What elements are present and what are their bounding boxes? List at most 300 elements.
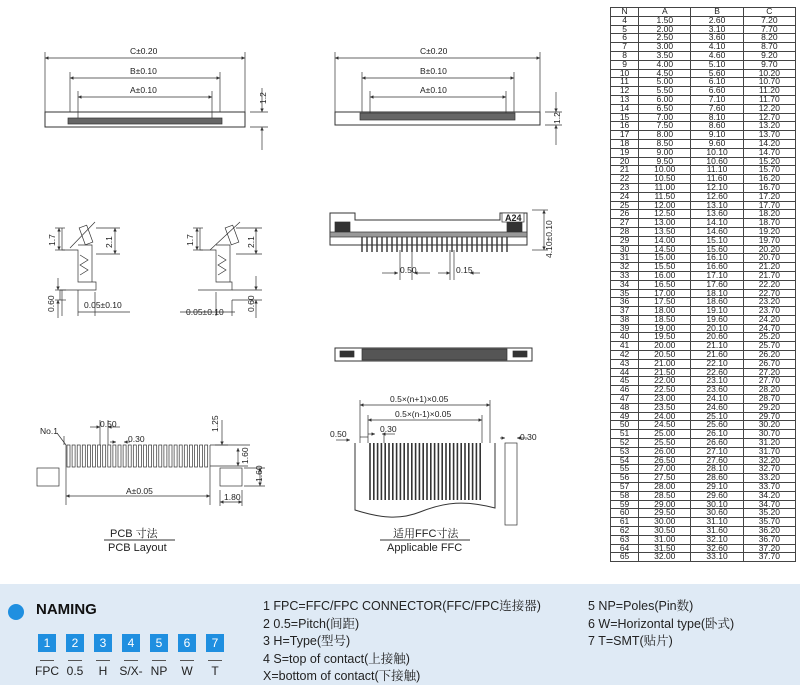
code-box-6: 6 bbox=[178, 634, 196, 652]
table-cell: 17.20 bbox=[743, 192, 795, 201]
code-box-4: 4 bbox=[122, 634, 140, 652]
table-cell: 20.60 bbox=[691, 333, 743, 342]
table-cell: 10.00 bbox=[639, 166, 691, 175]
table-cell: 19.50 bbox=[639, 333, 691, 342]
code-box-1: 1 bbox=[38, 634, 56, 652]
table-cell: 20.00 bbox=[639, 342, 691, 351]
table-cell: 62 bbox=[611, 527, 639, 536]
table-cell: 30.70 bbox=[743, 430, 795, 439]
table-cell: 17.70 bbox=[743, 201, 795, 210]
pcb-pad bbox=[123, 445, 126, 467]
table-cell: 22.00 bbox=[639, 377, 691, 386]
table-cell: 20.10 bbox=[691, 324, 743, 333]
table-cell: 36.20 bbox=[743, 527, 795, 536]
table-cell: 28.50 bbox=[639, 491, 691, 500]
table-cell: 5.00 bbox=[639, 78, 691, 87]
naming-title: NAMING bbox=[36, 601, 97, 618]
table-cell: 13.20 bbox=[743, 122, 795, 131]
table-cell: 11.60 bbox=[691, 175, 743, 184]
table-cell: 35 bbox=[611, 289, 639, 298]
table-cell: 4.00 bbox=[639, 60, 691, 69]
code-underline bbox=[208, 660, 222, 661]
pcb-pad bbox=[200, 445, 203, 467]
table-cell: 21 bbox=[611, 166, 639, 175]
table-cell: 8.10 bbox=[691, 113, 743, 122]
table-cell: 32.70 bbox=[743, 465, 795, 474]
desc-4: 4 S=top of contact(上接触) bbox=[263, 652, 410, 666]
table-cell: 11.70 bbox=[743, 95, 795, 104]
pcb-title-cn: PCB 寸法 bbox=[110, 528, 158, 540]
table-cell: 27 bbox=[611, 219, 639, 228]
pcb-pads bbox=[67, 445, 208, 467]
ffc-050: 0.50 bbox=[330, 429, 347, 439]
pcb-pad bbox=[93, 445, 96, 467]
table-cell: 29.20 bbox=[743, 403, 795, 412]
table-cell: 30.10 bbox=[691, 500, 743, 509]
table-cell: 14.10 bbox=[691, 219, 743, 228]
table-cell: 27.00 bbox=[639, 465, 691, 474]
table-cell: 28 bbox=[611, 227, 639, 236]
table-cell: 4.10 bbox=[691, 43, 743, 52]
table-cell: 2.60 bbox=[691, 16, 743, 25]
table-cell: 12.00 bbox=[639, 201, 691, 210]
desc-6: 6 W=Horizontal type(卧式) bbox=[588, 617, 735, 631]
table-cell: 14.20 bbox=[743, 139, 795, 148]
ffc-n-minus-1: 0.5×(n-1)×0.05 bbox=[395, 409, 452, 419]
ffc-conductors bbox=[370, 443, 480, 500]
table-cell: 28.10 bbox=[691, 465, 743, 474]
table-cell: 8.20 bbox=[743, 34, 795, 43]
table-cell: 10.50 bbox=[639, 175, 691, 184]
code-label-5: NP bbox=[150, 664, 168, 678]
table-cell: 14.70 bbox=[743, 148, 795, 157]
table-cell: 32.00 bbox=[639, 553, 691, 562]
table-cell: 22 bbox=[611, 175, 639, 184]
table-cell: 5.50 bbox=[639, 87, 691, 96]
table-cell: 18.60 bbox=[691, 298, 743, 307]
table-cell: 15.20 bbox=[743, 157, 795, 166]
table-cell: 57 bbox=[611, 483, 639, 492]
table-cell: 4 bbox=[611, 16, 639, 25]
table-cell: 27.60 bbox=[691, 456, 743, 465]
table-cell: 41 bbox=[611, 342, 639, 351]
table-cell: 24.20 bbox=[743, 315, 795, 324]
table-cell: 16 bbox=[611, 122, 639, 131]
table-cell: 6.50 bbox=[639, 104, 691, 113]
table-cell: 9.50 bbox=[639, 157, 691, 166]
table-cell: 23.70 bbox=[743, 307, 795, 316]
table-cell: 37.70 bbox=[743, 553, 795, 562]
table-cell: 4.50 bbox=[639, 69, 691, 78]
pcb-pad bbox=[195, 445, 198, 467]
desc-3: 3 H=Type(型号) bbox=[263, 634, 351, 648]
table-cell: 18.10 bbox=[691, 289, 743, 298]
table-cell: 26.00 bbox=[639, 447, 691, 456]
pcb-pad bbox=[174, 445, 177, 467]
table-cell: 8.60 bbox=[691, 122, 743, 131]
table-cell: 17.50 bbox=[639, 298, 691, 307]
table-cell: 31.00 bbox=[639, 535, 691, 544]
pcb-030: 0.30 bbox=[128, 434, 145, 444]
table-cell: 58 bbox=[611, 491, 639, 500]
table-cell: 38 bbox=[611, 315, 639, 324]
table-cell: 31.50 bbox=[639, 544, 691, 553]
side-1-dim-21: 2.1 bbox=[104, 236, 114, 248]
code-underline bbox=[180, 660, 194, 661]
table-cell: 11 bbox=[611, 78, 639, 87]
table-cell: 3.50 bbox=[639, 51, 691, 60]
table-cell: 10.60 bbox=[691, 157, 743, 166]
pcb-pad bbox=[87, 445, 90, 467]
table-cell: 19 bbox=[611, 148, 639, 157]
table-cell: 11.20 bbox=[743, 87, 795, 96]
applicable-ffc bbox=[336, 400, 528, 540]
b-dimension-right: B±0.10 bbox=[420, 66, 447, 76]
table-cell: 2.00 bbox=[639, 25, 691, 34]
table-cell: 22.50 bbox=[639, 386, 691, 395]
table-cell: 15 bbox=[611, 113, 639, 122]
table-cell: 10 bbox=[611, 69, 639, 78]
table-cell: 30.60 bbox=[691, 509, 743, 518]
table-cell: 22.10 bbox=[691, 359, 743, 368]
code-box-3: 3 bbox=[94, 634, 112, 652]
table-cell: 21.20 bbox=[743, 263, 795, 272]
pcb-pad bbox=[184, 445, 187, 467]
a24-label: A24 bbox=[505, 213, 522, 223]
table-cell: 39 bbox=[611, 324, 639, 333]
front-view-right bbox=[335, 52, 562, 145]
pcb-title-en: PCB Layout bbox=[108, 542, 167, 554]
table-cell: 34.20 bbox=[743, 491, 795, 500]
table-cell: 6 bbox=[611, 34, 639, 43]
table-cell: 12.10 bbox=[691, 183, 743, 192]
table-cell: 35.70 bbox=[743, 518, 795, 527]
table-cell: 2.50 bbox=[639, 34, 691, 43]
ffc-030a: 0.30 bbox=[380, 424, 397, 434]
table-cell: 16.60 bbox=[691, 263, 743, 272]
height-dimension: 1.2 bbox=[258, 92, 268, 104]
table-cell: 27.50 bbox=[639, 474, 691, 483]
pcb-180: 1.80 bbox=[224, 492, 241, 502]
table-cell: 7.50 bbox=[639, 122, 691, 131]
table-cell: 49 bbox=[611, 412, 639, 421]
table-cell: 29.50 bbox=[639, 509, 691, 518]
table-cell: 12.20 bbox=[743, 104, 795, 113]
table-cell: 26 bbox=[611, 210, 639, 219]
a-dimension: A±0.10 bbox=[130, 85, 157, 95]
table-cell: 18.00 bbox=[639, 307, 691, 316]
pcb-pad bbox=[169, 445, 172, 467]
table-cell: 9.20 bbox=[743, 51, 795, 60]
table-cell: 26.60 bbox=[691, 439, 743, 448]
table-cell: 7.20 bbox=[743, 16, 795, 25]
table-cell: 32.60 bbox=[691, 544, 743, 553]
table-cell: 25.60 bbox=[691, 421, 743, 430]
height-410: 4.10±0.10 bbox=[544, 220, 554, 258]
table-cell: 54 bbox=[611, 456, 639, 465]
table-cell: 32.10 bbox=[691, 535, 743, 544]
desc-2: 2 0.5=Pitch(间距) bbox=[263, 617, 360, 631]
table-cell: 18.70 bbox=[743, 219, 795, 228]
table-cell: 13.70 bbox=[743, 131, 795, 140]
table-cell: 10.20 bbox=[743, 69, 795, 78]
table-cell: 53 bbox=[611, 447, 639, 456]
table-cell: 17.00 bbox=[639, 289, 691, 298]
table-cell: 15.00 bbox=[639, 254, 691, 263]
ffc-title-cn: 适用FFC寸法 bbox=[393, 528, 459, 540]
table-cell: 9.60 bbox=[691, 139, 743, 148]
pcb-pad bbox=[108, 445, 111, 467]
table-cell: 37 bbox=[611, 307, 639, 316]
pcb-050: 0.50 bbox=[100, 419, 117, 429]
table-cell: 35.20 bbox=[743, 509, 795, 518]
table-cell: 48 bbox=[611, 403, 639, 412]
table-cell: 56 bbox=[611, 474, 639, 483]
table-cell: 34 bbox=[611, 280, 639, 289]
table-cell: 34.70 bbox=[743, 500, 795, 509]
pcb-pad bbox=[154, 445, 157, 467]
pcb-layout bbox=[37, 420, 265, 540]
table-cell: 19.10 bbox=[691, 307, 743, 316]
table-cell: 18 bbox=[611, 139, 639, 148]
table-cell: 15.10 bbox=[691, 236, 743, 245]
table-cell: 13 bbox=[611, 95, 639, 104]
table-header-cell: N bbox=[611, 8, 639, 17]
table-cell: 20.70 bbox=[743, 254, 795, 263]
pcb-pad bbox=[149, 445, 152, 467]
table-cell: 7.70 bbox=[743, 25, 795, 34]
table-cell: 22.60 bbox=[691, 368, 743, 377]
table-cell: 25.20 bbox=[743, 333, 795, 342]
table-cell: 1.50 bbox=[639, 16, 691, 25]
table-cell: 9.00 bbox=[639, 148, 691, 157]
table-cell: 23.60 bbox=[691, 386, 743, 395]
a-dimension-right: A±0.10 bbox=[420, 85, 447, 95]
table-header-cell: B bbox=[691, 8, 743, 17]
table-cell: 16.20 bbox=[743, 175, 795, 184]
table-row bbox=[611, 553, 796, 562]
table-cell: 25 bbox=[611, 201, 639, 210]
pcb-160a: 1.60 bbox=[240, 447, 250, 464]
table-cell: 28.20 bbox=[743, 386, 795, 395]
table-cell: 24.00 bbox=[639, 412, 691, 421]
side-2-dim-21: 2.1 bbox=[246, 236, 256, 248]
pcb-pad bbox=[72, 445, 75, 467]
table-cell: 21.10 bbox=[691, 342, 743, 351]
c-dimension-right: C±0.20 bbox=[420, 46, 448, 56]
table-cell: 42 bbox=[611, 351, 639, 360]
table-cell: 51 bbox=[611, 430, 639, 439]
pcb-pad bbox=[67, 445, 70, 467]
table-cell: 13.00 bbox=[639, 219, 691, 228]
table-cell: 32.20 bbox=[743, 456, 795, 465]
table-cell: 26.70 bbox=[743, 359, 795, 368]
code-underline bbox=[40, 660, 54, 661]
code-label-3: H bbox=[98, 664, 108, 678]
desc-1: 1 FPC=FFC/FPC CONNECTOR(FFC/FPC连接器) bbox=[263, 599, 541, 613]
table-cell: 36 bbox=[611, 298, 639, 307]
table-cell: 59 bbox=[611, 500, 639, 509]
table-cell: 31 bbox=[611, 254, 639, 263]
table-cell: 20.20 bbox=[743, 245, 795, 254]
table-cell: 27.20 bbox=[743, 368, 795, 377]
table-cell: 43 bbox=[611, 359, 639, 368]
ffc-title-en: Applicable FFC bbox=[387, 542, 463, 554]
table-cell: 14.60 bbox=[691, 227, 743, 236]
table-cell: 24.50 bbox=[639, 421, 691, 430]
table-cell: 33.70 bbox=[743, 483, 795, 492]
table-cell: 30.50 bbox=[639, 527, 691, 536]
table-cell: 17.60 bbox=[691, 280, 743, 289]
table-cell: 23 bbox=[611, 183, 639, 192]
table-cell: 26.20 bbox=[743, 351, 795, 360]
side-1-dim-17: 1.7 bbox=[47, 234, 57, 246]
table-cell: 33.20 bbox=[743, 474, 795, 483]
pcb-pad bbox=[113, 445, 116, 467]
table-cell: 19.70 bbox=[743, 236, 795, 245]
height-dimension-right: 1.2 bbox=[552, 112, 562, 124]
pcb-pad bbox=[128, 445, 131, 467]
table-cell: 10.70 bbox=[743, 78, 795, 87]
table-cell: 23.10 bbox=[691, 377, 743, 386]
table-cell: 31.10 bbox=[691, 518, 743, 527]
table-cell: 19.00 bbox=[639, 324, 691, 333]
table-cell: 3.00 bbox=[639, 43, 691, 52]
table-cell: 19.60 bbox=[691, 315, 743, 324]
table-cell: 45 bbox=[611, 377, 639, 386]
table-cell: 46 bbox=[611, 386, 639, 395]
pcb-pad bbox=[205, 445, 208, 467]
table-cell: 11.10 bbox=[691, 166, 743, 175]
table-cell: 63 bbox=[611, 535, 639, 544]
table-cell: 31.60 bbox=[691, 527, 743, 536]
table-cell: 25.50 bbox=[639, 439, 691, 448]
pcb-pad bbox=[98, 445, 101, 467]
code-underline bbox=[152, 660, 166, 661]
table-cell: 23.00 bbox=[639, 395, 691, 404]
table-cell: 16.10 bbox=[691, 254, 743, 263]
table-cell: 7 bbox=[611, 43, 639, 52]
desc-7: 7 T=SMT(贴片) bbox=[588, 634, 673, 648]
table-cell: 13.10 bbox=[691, 201, 743, 210]
table-cell: 32 bbox=[611, 263, 639, 272]
bottom-view-connector bbox=[335, 348, 532, 361]
pitch-050: 0.50 bbox=[400, 265, 417, 275]
table-body bbox=[611, 16, 796, 561]
table-cell: 14 bbox=[611, 104, 639, 113]
table-cell: 24.60 bbox=[691, 403, 743, 412]
table-cell: 15.70 bbox=[743, 166, 795, 175]
side-2-dim-005: 0.05±0.10 bbox=[186, 307, 224, 317]
pcb-pad bbox=[118, 445, 121, 467]
table-cell: 10.10 bbox=[691, 148, 743, 157]
desc-5: 5 NP=Poles(Pin数) bbox=[588, 599, 694, 613]
code-underline bbox=[68, 660, 82, 661]
side-2-dim-17: 1.7 bbox=[185, 234, 195, 246]
table-cell: 12 bbox=[611, 87, 639, 96]
table-cell: 3.60 bbox=[691, 34, 743, 43]
table-cell: 64 bbox=[611, 544, 639, 553]
table-cell: 8.00 bbox=[639, 131, 691, 140]
table-cell: 9 bbox=[611, 60, 639, 69]
table-cell: 31.20 bbox=[743, 439, 795, 448]
naming-section bbox=[0, 584, 800, 685]
pcb-pad bbox=[138, 445, 141, 467]
table-cell: 9.10 bbox=[691, 131, 743, 140]
ffc-030b: 0.30 bbox=[520, 432, 537, 442]
b-dimension: B±0.10 bbox=[130, 66, 157, 76]
code-box-7: 7 bbox=[206, 634, 224, 652]
table-cell: 15.50 bbox=[639, 263, 691, 272]
table-cell: 18.20 bbox=[743, 210, 795, 219]
table-cell: 24.70 bbox=[743, 324, 795, 333]
table-cell: 29.10 bbox=[691, 483, 743, 492]
pcb-pad bbox=[189, 445, 192, 467]
pcb-125: 1.25 bbox=[210, 415, 220, 432]
bullet-dot-icon bbox=[8, 604, 24, 620]
code-label-4: S/X- bbox=[119, 664, 143, 678]
table-cell: 12.60 bbox=[691, 192, 743, 201]
table-cell: 21.00 bbox=[639, 359, 691, 368]
table-cell: 16.70 bbox=[743, 183, 795, 192]
side-1-dim-060: 0.60 bbox=[46, 295, 56, 312]
side-1-dim-005: 0.05±0.10 bbox=[84, 300, 122, 310]
pcb-no1: No.1 bbox=[40, 426, 58, 436]
table-cell: 28.60 bbox=[691, 474, 743, 483]
table-cell: 25.10 bbox=[691, 412, 743, 421]
code-box-2: 2 bbox=[66, 634, 84, 652]
table-cell: 22.70 bbox=[743, 289, 795, 298]
code-underline bbox=[124, 660, 138, 661]
table-cell: 65 bbox=[611, 553, 639, 562]
table-cell: 8.50 bbox=[639, 139, 691, 148]
code-label-1: FPC bbox=[35, 664, 59, 678]
table-cell: 14.00 bbox=[639, 236, 691, 245]
table-cell: 33 bbox=[611, 271, 639, 280]
table-cell: 16.00 bbox=[639, 271, 691, 280]
table-cell: 5 bbox=[611, 25, 639, 34]
table-cell: 11.00 bbox=[639, 183, 691, 192]
table-cell: 27.70 bbox=[743, 377, 795, 386]
code-label-6: W bbox=[181, 664, 193, 678]
table-cell: 4.60 bbox=[691, 51, 743, 60]
table-cell: 36.70 bbox=[743, 535, 795, 544]
table-cell: 23.50 bbox=[639, 403, 691, 412]
table-cell: 6.60 bbox=[691, 87, 743, 96]
table-cell: 14.50 bbox=[639, 245, 691, 254]
table-cell: 9.70 bbox=[743, 60, 795, 69]
table-cell: 33.10 bbox=[691, 553, 743, 562]
table-cell: 25.00 bbox=[639, 430, 691, 439]
table-cell: 12.70 bbox=[743, 113, 795, 122]
table-cell: 29.70 bbox=[743, 412, 795, 421]
table-cell: 24.10 bbox=[691, 395, 743, 404]
table-cell: 26.50 bbox=[639, 456, 691, 465]
table-cell: 60 bbox=[611, 509, 639, 518]
table-cell: 28.70 bbox=[743, 395, 795, 404]
table-cell: 29.00 bbox=[639, 500, 691, 509]
c-dimension: C±0.20 bbox=[130, 46, 158, 56]
table-cell: 21.70 bbox=[743, 271, 795, 280]
table-cell: 13.60 bbox=[691, 210, 743, 219]
table-cell: 3.10 bbox=[691, 25, 743, 34]
pcb-pad bbox=[144, 445, 147, 467]
table-cell: 24 bbox=[611, 192, 639, 201]
table-cell: 23.20 bbox=[743, 298, 795, 307]
table-cell: 7.60 bbox=[691, 104, 743, 113]
code-label-7: T bbox=[211, 664, 219, 678]
pcb-pad bbox=[133, 445, 136, 467]
